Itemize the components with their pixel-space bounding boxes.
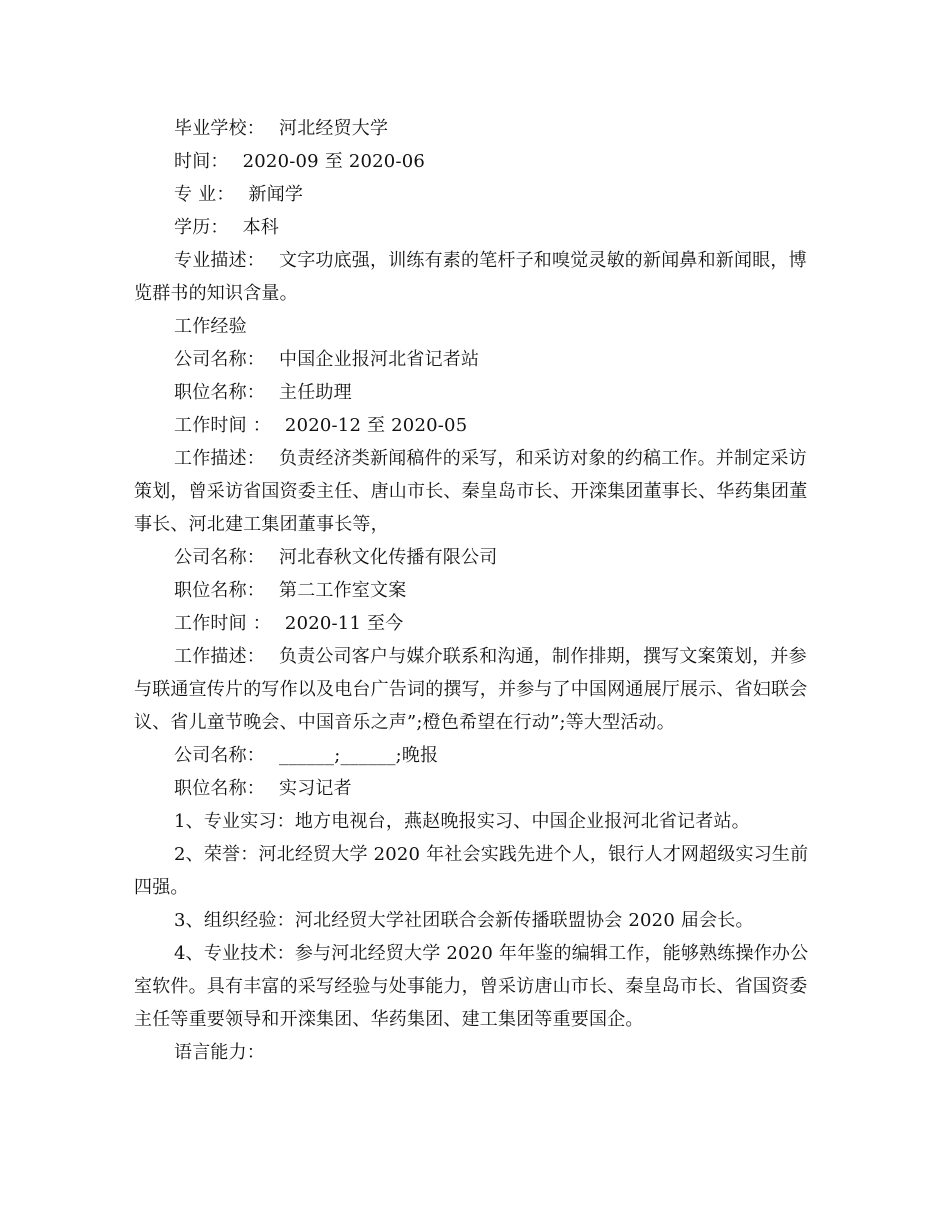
job1-time-line: [134, 409, 814, 442]
job1-desc-label: 工作描述：: [174, 448, 265, 469]
major-line: [134, 178, 814, 211]
job2-desc-line: [134, 640, 814, 739]
language-label: 语言能力：: [174, 1042, 265, 1063]
job2-position-line: [134, 574, 814, 607]
job2-company-value: 河北春秋文化传播有限公司: [279, 547, 498, 568]
item-3: 3、组织经验：河北经贸大学社团联合会新传播联盟协会 2020 届会长。: [174, 910, 754, 931]
job1-company-label: 公司名称：: [174, 349, 265, 370]
resume-page: [134, 112, 814, 1069]
job1-company-line: [134, 343, 814, 376]
job2-time-value: 2020-11 至今: [284, 613, 404, 634]
job2-desc-value: 负责公司客户与媒介联系和沟通，制作排期，撰写文案策划，并参与联通宣传片的写作以及电台广告词的撰写，并参与了中国网通展厅展示、省妇联会议、省儿童节晚会、中国音乐之声”;橙色希望在行动”;等大型活动。: [134, 646, 808, 733]
item-1: 1、专业实习：地方电视台，燕赵晚报实习、中国企业报河北省记者站。: [174, 811, 750, 832]
time-value: 2020-09 至 2020-06: [242, 151, 426, 172]
degree-line: [134, 211, 814, 244]
job2-position-label: 职位名称：: [174, 580, 265, 601]
degree-label: 学历：: [174, 217, 229, 238]
job1-position-value: 主任助理: [279, 382, 352, 403]
major-desc-line: [134, 244, 814, 310]
job1-time-label: 工作时间 ：: [174, 415, 271, 436]
school-line: [134, 112, 814, 145]
job3-company-label: 公司名称：: [174, 745, 265, 766]
job3-company-value: ______;______;晚报: [279, 745, 439, 766]
job3-position-value: 实习记者: [279, 778, 352, 799]
job3-position-line: [134, 772, 814, 805]
job1-company-value: 中国企业报河北省记者站: [279, 349, 480, 370]
job3-company-line: [134, 739, 814, 772]
school-label: 毕业学校：: [174, 118, 265, 139]
major-value: 新闻学: [248, 184, 304, 205]
item-4: 4、专业技术：参与河北经贸大学 2020 年年鉴的编辑工作，能够熟练操作办公室软件。具有丰富的采写经验与处事能力，曾采访唐山市长、秦皇岛市长、省国资委主任等重要领导和开滦集团、华药集团、建工集团等重要国企。: [134, 943, 809, 1030]
job1-desc-value: 负责经济类新闻稿件的采写，和采访对象的约稿工作。并制定采访策划，曾采访省国资委主任、唐山市长、秦皇岛市长、开滦集团董事长、华药集团董事长、河北建工集团董事长等，: [134, 448, 808, 535]
job2-company-line: [134, 541, 814, 574]
job1-position-label: 职位名称：: [174, 382, 265, 403]
time-label: 时间：: [174, 151, 229, 172]
job2-company-label: 公司名称：: [174, 547, 265, 568]
job1-position-line: [134, 376, 814, 409]
degree-value: 本科: [242, 217, 280, 238]
job2-time-line: [134, 607, 814, 640]
job3-position-label: 职位名称：: [174, 778, 265, 799]
job2-desc-label: 工作描述：: [174, 646, 265, 667]
job1-desc-line: [134, 442, 814, 541]
work-section-title: 工作经验: [174, 316, 247, 337]
school-value: 河北经贸大学: [279, 118, 389, 139]
job2-position-value: 第二工作室文案: [279, 580, 407, 601]
major-desc-label: 专业描述：: [174, 250, 265, 271]
job2-time-label: 工作时间 ：: [174, 613, 271, 634]
job1-time-value: 2020-12 至 2020-05: [284, 415, 468, 436]
item-2: 2、荣誉：河北经贸大学 2020 年社会实践先进个人，银行人才网超级实习生前四强。: [134, 844, 809, 898]
major-desc-value: 文字功底强，训练有素的笔杆子和嗅觉灵敏的新闻鼻和新闻眼，博览群书的知识含量。: [134, 250, 807, 304]
time-line: [134, 145, 814, 178]
major-label: 专 业：: [174, 184, 235, 205]
